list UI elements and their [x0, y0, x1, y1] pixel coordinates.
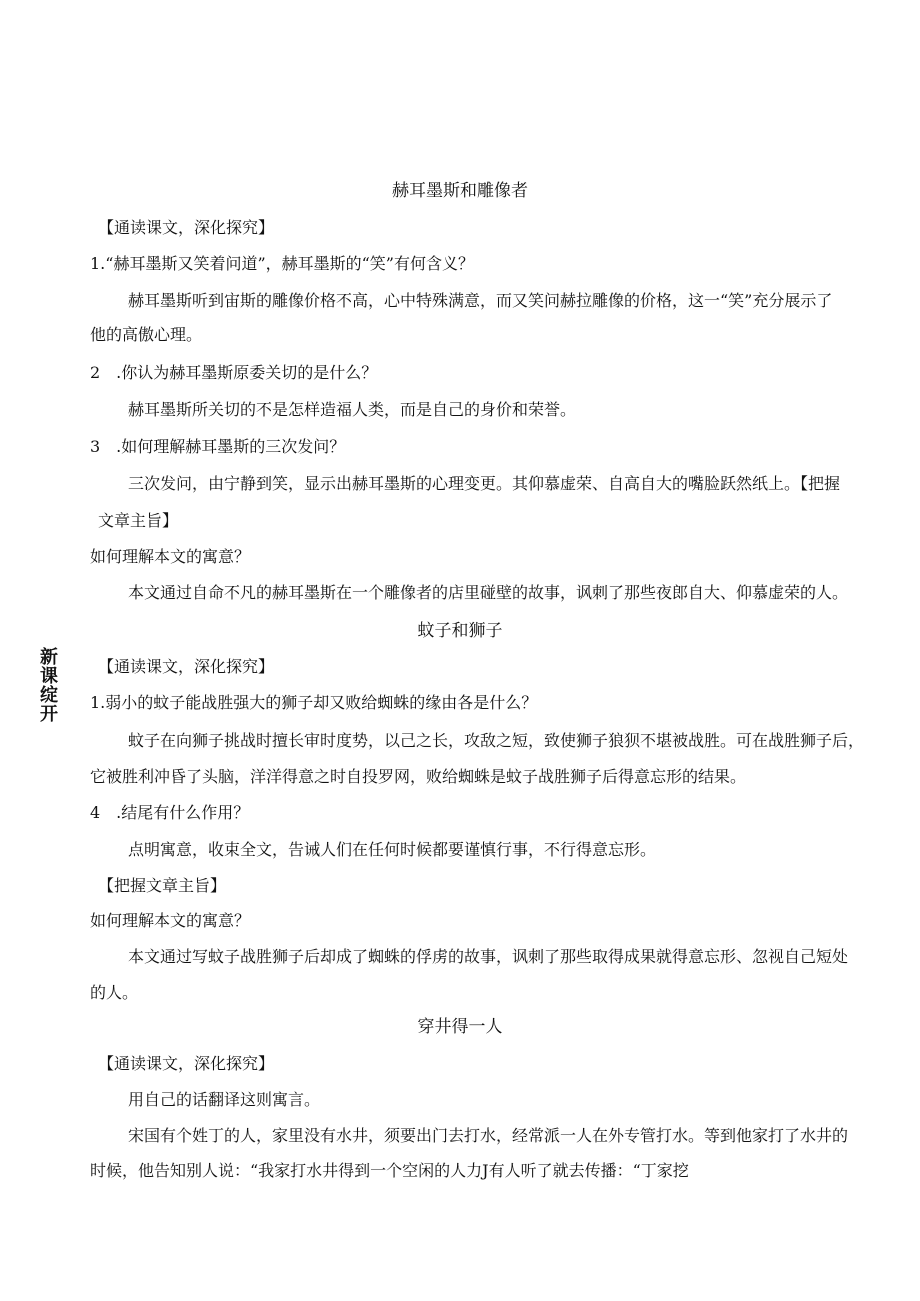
- side-label: 新课绽开: [40, 647, 58, 725]
- answer: 本文通过自命不凡的赫耳墨斯在一个雕像者的店里碰壁的故事，讽刺了那些夜郎自大、仰慕虚荣的人。: [128, 583, 849, 602]
- question: 1.“赫耳墨斯又笑着问道”，赫耳墨斯的“笑”有何含义？: [90, 254, 474, 273]
- section-title: 蚊子和狮子: [417, 621, 503, 641]
- answer: 文章主旨】: [98, 511, 179, 530]
- section-heading: 【通读课文，深化探究】: [98, 1054, 275, 1073]
- answer: 蚊子在向狮子挑战时擅长审时度势，以己之长，攻敌之短，致使狮子狼狈不堪被战胜。可在战胜狮子后，: [128, 731, 865, 750]
- answer: 它被胜利冲昏了头脑，洋洋得意之时自投罗网，败给蜘蛛是蚊子战胜狮子后得意忘形的结果。: [90, 767, 747, 786]
- answer: 时候，他告知别人说：“我家打水井得到一个空闲的人力J有人听了就去传播：“丁家挖: [90, 1161, 689, 1180]
- question: 4 .结尾有什么作用？: [90, 803, 250, 822]
- answer: 点明寓意，收束全文，告诫人们在任何时候都要谨慎行事，不行得意忘形。: [128, 840, 657, 859]
- question: 1.弱小的蚊子能战胜强大的狮子却又败给蜘蛛的缘由各是什么？: [90, 693, 538, 712]
- answer: 的人。: [90, 983, 139, 1002]
- answer: 他的高傲心理。: [90, 325, 203, 344]
- section-heading: 【通读课文，深化探究】: [98, 218, 275, 237]
- answer: 三次发问，由宁静到笑，显示出赫耳墨斯的心理变更。其仰慕虚荣、自高自大的嘴脸跃然纸上。【把握: [128, 474, 841, 493]
- section-heading: 【把握文章主旨】: [98, 876, 227, 895]
- section-heading: 【通读课文，深化探究】: [98, 657, 275, 676]
- answer: 赫耳墨斯所关切的不是怎样造福人类，而是自己的身价和荣誉。: [128, 400, 577, 419]
- question: 如何理解本文的寓意？: [90, 911, 251, 930]
- question: 用自己的话翻译这则寓言。: [128, 1090, 321, 1109]
- answer: 宋国有个姓丁的人，家里没有水井，须要出门去打水，经常派一人在外专管打水。等到他家打了水井的: [128, 1126, 849, 1145]
- question: 2 .你认为赫耳墨斯原委关切的是什么？: [90, 363, 378, 382]
- question: 如何理解本文的寓意？: [90, 547, 251, 566]
- section-title: 赫耳墨斯和雕像者: [392, 181, 528, 201]
- answer: 本文通过写蚊子战胜狮子后却成了蜘蛛的俘虏的故事，讽刺了那些取得成果就得意忘形、忽视自己短处: [128, 947, 849, 966]
- question: 3 .如何理解赫耳墨斯的三次发问？: [90, 437, 346, 456]
- section-title: 穿井得一人: [417, 1017, 503, 1037]
- answer: 赫耳墨斯听到宙斯的雕像价格不高，心中特殊满意，而又笑问赫拉雕像的价格，这一“笑”充分展示了: [128, 291, 833, 310]
